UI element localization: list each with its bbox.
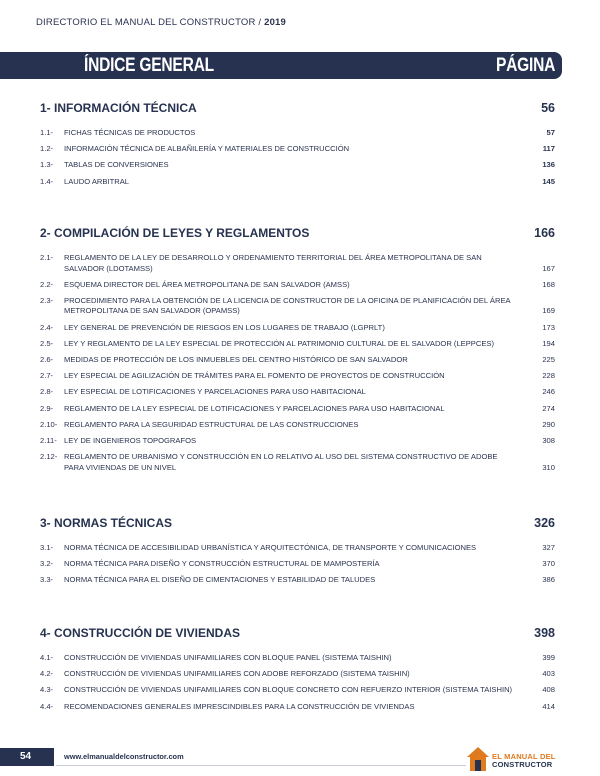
index-header-bar: [0, 52, 562, 79]
entry-number: 3.2-: [40, 559, 54, 569]
entry-title: LEY DE INGENIEROS TOPOGRAFOS: [64, 435, 197, 445]
entry-page: 228: [542, 371, 555, 381]
toc-entry[interactable]: [40, 420, 555, 431]
entry-page: 194: [542, 338, 555, 348]
section-heading: [40, 224, 555, 242]
entry-number: 4.2-: [40, 669, 54, 679]
entry-number: 2.1-: [40, 253, 54, 262]
entry-title: NORMA TÉCNICA PARA DISEÑO Y CONSTRUCCIÓN ESTRUCTURAL DE MAMPOSTERÍA: [64, 559, 380, 569]
section-normas-tecnicas: [40, 514, 555, 592]
section-compilacion-leyes: [40, 224, 555, 479]
entry-page: 57: [546, 128, 555, 137]
entry-number: 2.7-: [40, 371, 54, 381]
entry-page: 308: [542, 435, 555, 445]
entry-number: 1.1-: [40, 128, 54, 137]
toc-entry[interactable]: [40, 339, 555, 350]
toc-item-list: [40, 653, 555, 712]
section-construccion-viviendas: [40, 624, 555, 718]
toc-item-list: [40, 253, 555, 473]
publication-name: DIRECTORIO EL MANUAL DEL CONSTRUCTOR /: [36, 17, 265, 28]
entry-title: CONSTRUCCIÓN DE VIVIENDAS UNIFAMILIARES CON ADOBE REFORZADO (SISTEMA TAISHIN): [64, 669, 410, 679]
entry-page: 399: [542, 653, 555, 662]
entry-number: 2.5-: [40, 338, 54, 348]
toc-entry[interactable]: [40, 144, 555, 155]
toc-entry[interactable]: [40, 280, 555, 291]
section-title: 3- NORMAS TÉCNICAS: [40, 516, 173, 530]
entry-number: 2.3-: [40, 295, 54, 305]
entry-title: LAUDO ARBITRAL: [64, 176, 129, 186]
entry-number: 2.4-: [40, 322, 54, 332]
website-link[interactable]: www.elmanualdelconstructor.com: [64, 752, 184, 761]
entry-title: INFORMACIÓN TÉCNICA DE ALBAÑILERÍA Y MATERIALES DE CONSTRUCCIÓN: [64, 144, 350, 154]
entry-page: 274: [542, 403, 555, 413]
entry-title: RECOMENDACIONES GENERALES IMPRESCINDIBLES PARA LA CONSTRUCCIÓN DE VIVIENDAS: [64, 701, 415, 711]
toc-entry[interactable]: [40, 559, 555, 570]
entry-title: LEY ESPECIAL DE AGILIZACIÓN DE TRÁMITES PARA EL FOMENTO DE PROYECTOS DE CONSTRUCCIÓN: [64, 371, 445, 381]
entry-number: 2.6-: [40, 354, 54, 364]
toc-entry[interactable]: [40, 404, 555, 415]
entry-number: 1.2-: [40, 144, 54, 154]
entry-number: 4.3-: [40, 685, 54, 695]
toc-entry[interactable]: [40, 160, 555, 171]
toc-entry[interactable]: [40, 543, 555, 554]
entry-title: PROCEDIMIENTO PARA LA OBTENCIÓN DE LA LICENCIA DE CONSTRUCTOR DE LA OFICINA DE PLANIFICACIÓN DEL ÁREA METROPOLITANA DE SAN SALVADOR (OPAMSS): [64, 295, 511, 316]
toc-entry[interactable]: [40, 575, 555, 586]
entry-number: 4.1-: [40, 653, 54, 662]
entry-page: 327: [542, 543, 555, 552]
entry-title: REGLAMENTO PARA LA SEGURIDAD ESTRUCTURAL DE LAS CONSTRUCCIONES: [64, 419, 359, 429]
entry-number: 2.12-: [40, 452, 58, 462]
entry-title: ESQUEMA DIRECTOR DEL ÁREA METROPOLITANA DE SAN SALVADOR (AMSS): [64, 279, 350, 289]
toc-entry[interactable]: [40, 452, 555, 473]
entry-number: 2.8-: [40, 387, 54, 397]
house-logo-icon: [466, 746, 490, 772]
entry-title: NORMA TÉCNICA PARA EL DISEÑO DE CIMENTACIONES Y ESTABILIDAD DE TALUDES: [64, 575, 376, 585]
section-heading: [40, 624, 555, 642]
section-heading: [40, 99, 555, 117]
entry-page: 414: [542, 701, 555, 711]
entry-number: 1.4-: [40, 176, 54, 186]
entry-number: 2.10-: [40, 419, 58, 429]
entry-title: REGLAMENTO DE LA LEY DE DESARROLLO Y ORDENAMIENTO TERRITORIAL DEL ÁREA METROPOLITANA DE SAN SALVADOR (LDOTAMSS): [64, 253, 482, 273]
entry-title: LEY GENERAL DE PREVENCIÓN DE RIESGOS EN LOS LUGARES DE TRABAJO (LGPRLT): [64, 322, 385, 332]
publication-year: 2019: [264, 17, 287, 28]
publication-title: [36, 17, 286, 28]
section-title: 2- COMPILACIÓN DE LEYES Y REGLAMENTOS: [40, 226, 310, 240]
entry-title: CONSTRUCCIÓN DE VIVIENDAS UNIFAMILIARES CON BLOQUE PANEL (SISTEMA TAISHIN): [64, 653, 392, 662]
entry-page: 386: [542, 575, 555, 585]
index-title: ÍNDICE GENERAL: [84, 55, 214, 76]
toc-item-list: [40, 128, 555, 187]
entry-page: 168: [542, 279, 555, 289]
entry-page: 310: [542, 462, 555, 472]
entry-title: FICHAS TÉCNICAS DE PRODUCTOS: [64, 128, 196, 137]
logo-text-line2: CONSTRUCTOR: [492, 760, 553, 769]
page-number: 54: [0, 748, 54, 766]
entry-title: LEY ESPECIAL DE LOTIFICACIONES Y PARCELACIONES PARA USO HABITACIONAL: [64, 387, 366, 397]
entry-number: 2.9-: [40, 403, 54, 413]
toc-entry[interactable]: [40, 296, 555, 317]
entry-number: 3.1-: [40, 543, 54, 552]
section-page: 56: [541, 101, 555, 115]
toc-entry[interactable]: [40, 436, 555, 447]
entry-page: 145: [542, 176, 555, 186]
entry-number: 4.4-: [40, 701, 54, 711]
entry-title: TABLAS DE CONVERSIONES: [64, 160, 169, 170]
toc-entry[interactable]: [40, 128, 555, 139]
entry-page: 370: [542, 559, 555, 569]
section-title: 4- CONSTRUCCIÓN DE VIVIENDAS: [40, 626, 241, 640]
toc-entry[interactable]: [40, 669, 555, 680]
toc-entry[interactable]: [40, 387, 555, 398]
toc-entry[interactable]: [40, 371, 555, 382]
section-page: 166: [534, 226, 555, 240]
entry-page: 408: [542, 685, 555, 695]
entry-page: 403: [542, 669, 555, 679]
entry-title: LEY Y REGLAMENTO DE LA LEY ESPECIAL DE PROTECCIÓN AL PATRIMONIO CULTURAL DE EL SALVADOR (LEPPCES): [64, 338, 495, 348]
footer-divider: [56, 765, 466, 766]
entry-title: REGLAMENTO DE LA LEY ESPECIAL DE LOTIFICACIONES Y PARCELACIONES PARA USO HABITACIONAL: [64, 403, 445, 413]
entry-page: 117: [542, 144, 555, 154]
entry-page: 136: [542, 160, 555, 170]
section-informacion-tecnica: [40, 99, 555, 193]
toc-entry[interactable]: [40, 323, 555, 334]
entry-page: 169: [542, 306, 555, 316]
section-heading: [40, 514, 555, 532]
entry-number: 2.2-: [40, 279, 54, 289]
entry-page: 225: [542, 354, 555, 364]
toc-item-list: [40, 543, 555, 586]
entry-number: 1.3-: [40, 160, 54, 170]
toc-entry[interactable]: [40, 253, 555, 274]
page-column-title: PÁGINA: [495, 55, 555, 76]
entry-page: 290: [542, 419, 555, 429]
entry-page: 173: [542, 322, 555, 332]
brand-logo: [466, 744, 596, 774]
toc-entry[interactable]: [40, 685, 555, 696]
logo-text-line1: EL MANUAL DEL: [492, 752, 556, 761]
toc-entry[interactable]: [40, 702, 555, 713]
entry-number: 3.3-: [40, 575, 54, 585]
entry-title: CONSTRUCCIÓN DE VIVIENDAS UNIFAMILIARES CON BLOQUE CONCRETO CON REFUERZO INTERIOR (SISTEMA TAISHIN): [64, 685, 513, 695]
toc-entry[interactable]: [40, 355, 555, 366]
section-title: 1- INFORMACIÓN TÉCNICA: [40, 101, 197, 115]
entry-title: MEDIDAS DE PROTECCIÓN DE LOS INMUEBLES DEL CENTRO HISTÓRICO DE SAN SALVADOR: [64, 354, 408, 364]
entry-page: 167: [542, 263, 555, 273]
toc-entry[interactable]: [40, 177, 555, 188]
section-page: 398: [534, 626, 555, 640]
entry-number: 2.11-: [40, 435, 57, 445]
entry-title: REGLAMENTO DE URBANISMO Y CONSTRUCCIÓN EN LO RELATIVO AL USO DEL SISTEMA CONSTRUCTIVO DE ADOBE PARA VIVIENDAS DE UN NIVEL: [64, 452, 498, 472]
toc-entry[interactable]: [40, 653, 555, 664]
section-page: 326: [534, 516, 555, 530]
entry-title: NORMA TÉCNICA DE ACCESIBILIDAD URBANÍSTICA Y ARQUITECTÓNICA, DE TRANSPORTE Y COMUNICACIONES: [64, 543, 477, 552]
entry-page: 246: [542, 387, 555, 397]
